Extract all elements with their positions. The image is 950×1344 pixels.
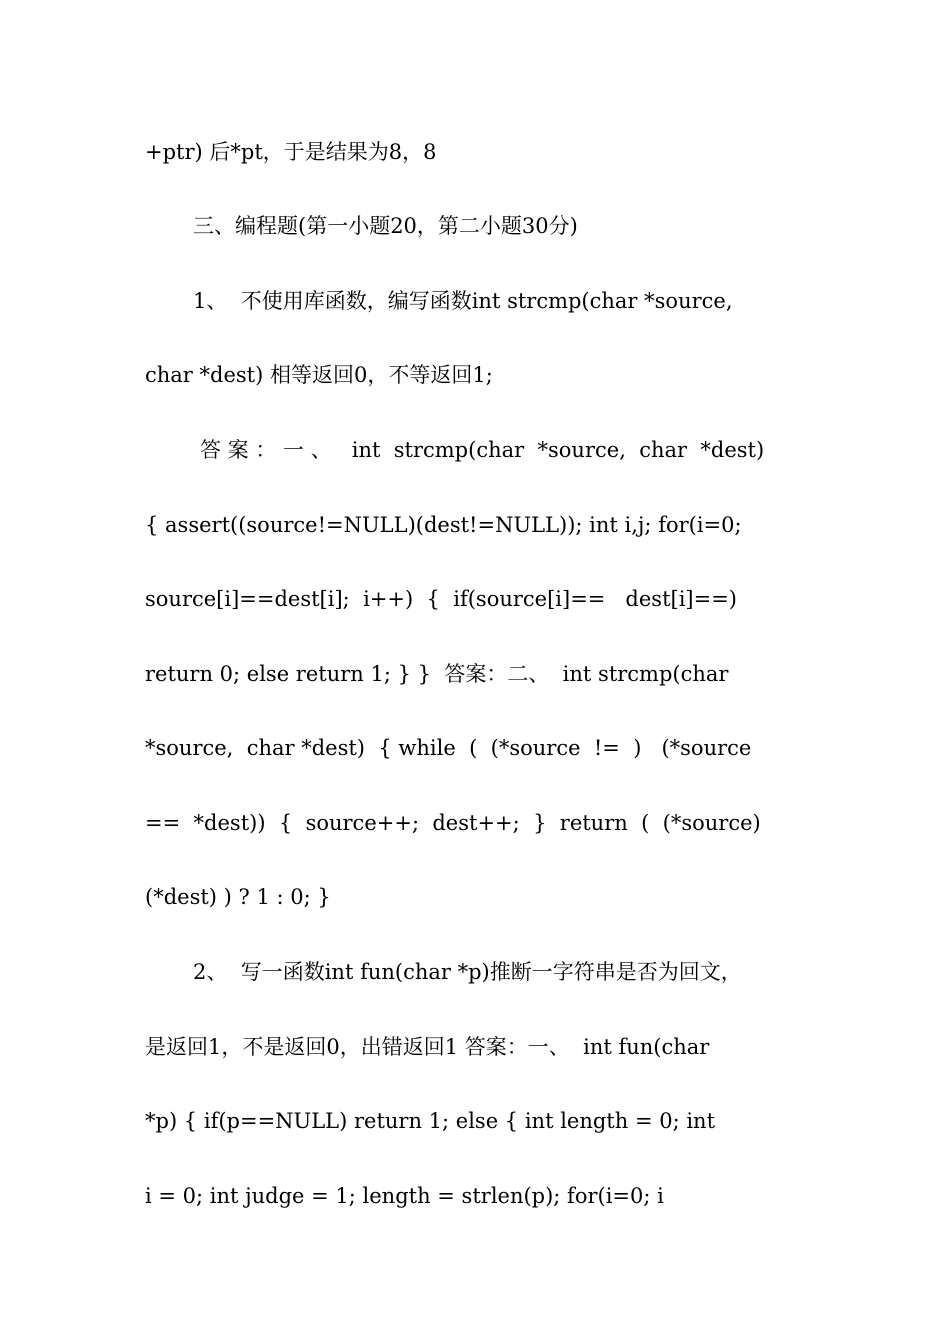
code-line-7: source[i]==dest[i]; i++) { if(source[i]== dest[i]==) [145,587,737,611]
code-line-11: (*dest) ) ? 1 : 0; } [145,885,331,909]
code-line-15: i = 0; int judge = 1; length = strlen(p); for(i=0; i [145,1184,664,1208]
text-line-4: char *dest) 相等返回0，不等返回1; [145,363,493,387]
question-2: 2、 写一函数int fun(char *p)推断一字符串是否为回文， [193,960,742,984]
code-line-14: *p) { if(p==NULL) return 1; else { int length = 0; int [145,1109,716,1133]
code-line-6: { assert((source!=NULL)(dest!=NULL)); int i,j; for(i=0; [145,513,742,537]
question-1: 1、 不使用库函数，编写函数int strcmp(char *source, [193,289,733,313]
section-heading: 三、编程题(第一小题20，第二小题30分) [193,214,578,238]
code-line-9: *source, char *dest) { while ( (*source != ) (*source [145,736,752,760]
text-line-1: +ptr) 后*pt，于是结果为8，8 [145,140,437,164]
code-line-8: return 0; else return 1; } } 答案：二、 int strcmp(char [145,662,729,686]
answer-1-start: 答 案 ： 一 、 int strcmp(char *source, char *dest) [200,438,765,462]
text-line-13: 是返回1，不是返回0，出错返回1 答案：一、 int fun(char [145,1035,710,1059]
code-line-10: == *dest)) { source++; dest++; } return ( (*source) [145,811,761,835]
